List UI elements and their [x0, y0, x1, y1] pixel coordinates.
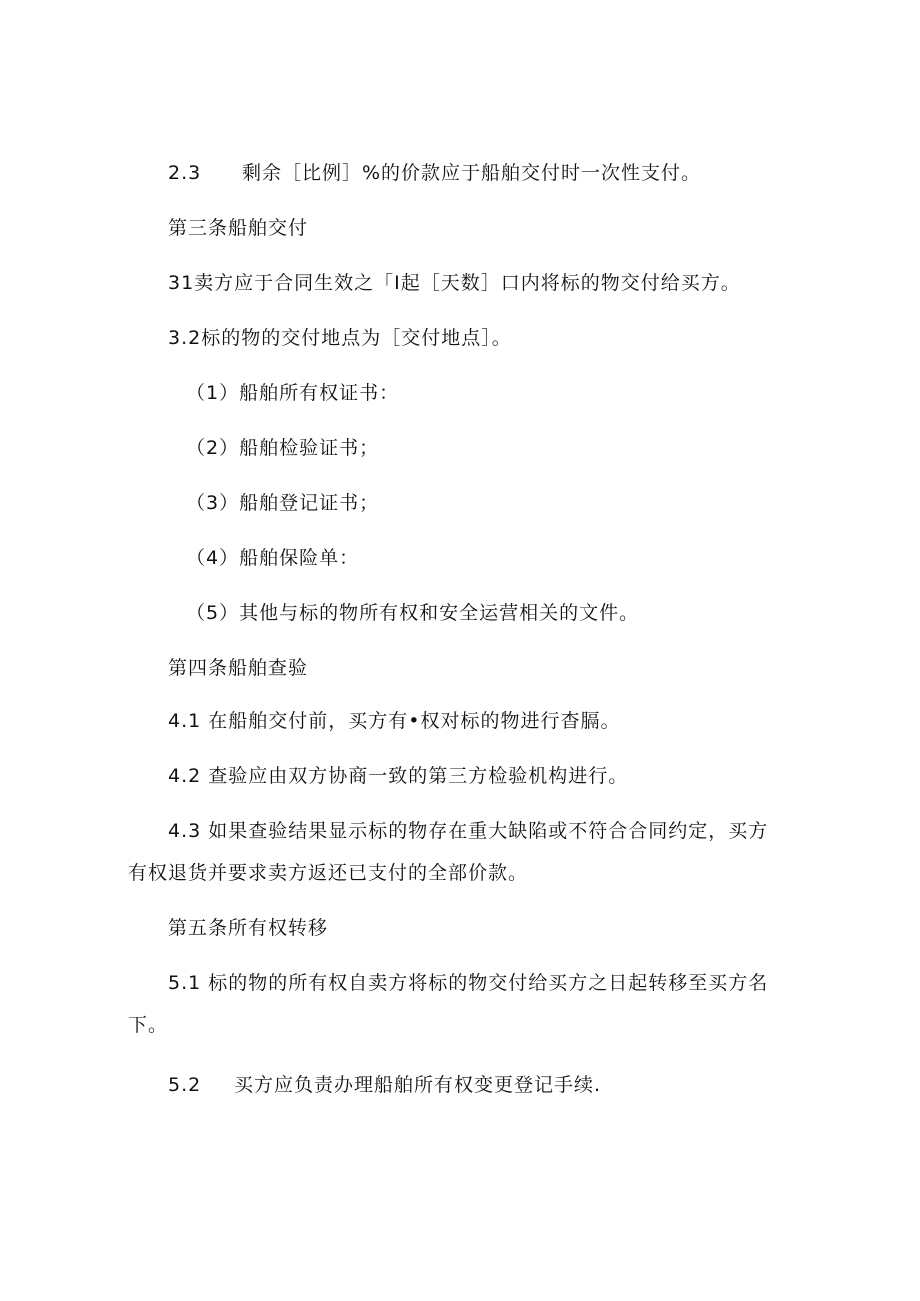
clause-number: 5.2 — [168, 1074, 202, 1096]
list-item-5: （5）其他与标的物所有权和安全运营相关的文件。 — [186, 602, 640, 624]
clause-5-1-continued: 下。 — [128, 1014, 169, 1036]
clause-4-1: 4.1 在船舶交付前，买方有•权对标的物进行杳膈。 — [168, 710, 621, 732]
clause-3-2: 3.2标的物的交付地点为［交付地点］。 — [168, 327, 512, 349]
list-item-4: （4）船舶保险单： — [186, 547, 360, 569]
clause-4-3-continued: 有权退货并要求卖方返还已支付的全部价款。 — [128, 862, 529, 884]
article-5-heading: 第五条所有权转移 — [168, 917, 329, 939]
article-4-heading: 第四条船舶查验 — [168, 657, 309, 679]
clause-2-3 — [168, 160, 701, 186]
list-item-3: （3）船舶登记证书； — [186, 492, 380, 514]
article-3-heading: 第三条船舶交付 — [168, 217, 309, 239]
clause-5-1: 5.1 标的物的所有权自卖方将标的物交付给买方之日起转移至买方名 — [168, 972, 769, 994]
list-item-1: （1）船舶所有权证书： — [186, 382, 400, 404]
clause-text: 买方应负责办理船舶所有权变更登记手续. — [234, 1074, 602, 1096]
clause-5-2 — [168, 1072, 601, 1098]
clause-4-2: 4.2 查验应由双方协商一致的第三方检验机构进行。 — [168, 765, 629, 787]
list-item-2: （2）船舶检验证书； — [186, 437, 380, 459]
clause-3-1: 31卖方应于合同生效之「I起［天数］口内将标的物交付给买方。 — [168, 272, 741, 294]
clause-number: 2.3 — [168, 162, 202, 184]
clause-4-3: 4.3 如果查验结果显示标的物存在重大缺陷或不符合合同约定，买方 — [168, 820, 769, 842]
clause-text: 剩余［比例］%的价款应于船舶交付时一次性支付。 — [242, 162, 702, 184]
